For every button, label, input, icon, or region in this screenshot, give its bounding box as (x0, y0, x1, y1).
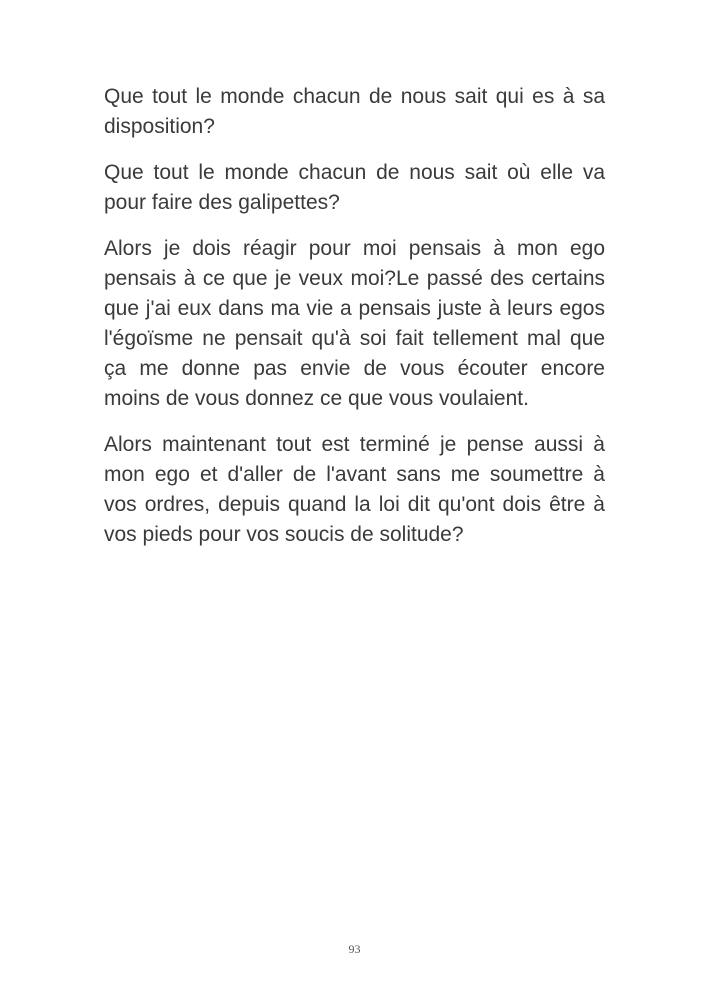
paragraph: Alors maintenant tout est terminé je pense aussi à mon ego et d'aller de l'avant sans me soumettre à vos ordres, depuis quand la loi dit qu'ont dois être à vos pieds pour vos soucis de solitude? (104, 433, 605, 546)
paragraph: Que tout le monde chacun de nous sait où elle va pour faire des galipettes? (104, 161, 605, 214)
paragraph: Que tout le monde chacun de nous sait qui es à sa disposition? (104, 85, 605, 138)
paragraph: Alors je dois réagir pour moi pensais à mon ego pensais à ce que je veux moi?Le passé des certains que j'ai eux dans ma vie a pensais juste à leurs egos l'égoïsme ne pensait qu'à soi fait tellement mal que ça me donne pas envie de vous écouter encore moins de vous donnez ce que vous voulaient. (104, 237, 605, 410)
body-text (104, 82, 605, 566)
page-number: 93 (348, 942, 361, 956)
